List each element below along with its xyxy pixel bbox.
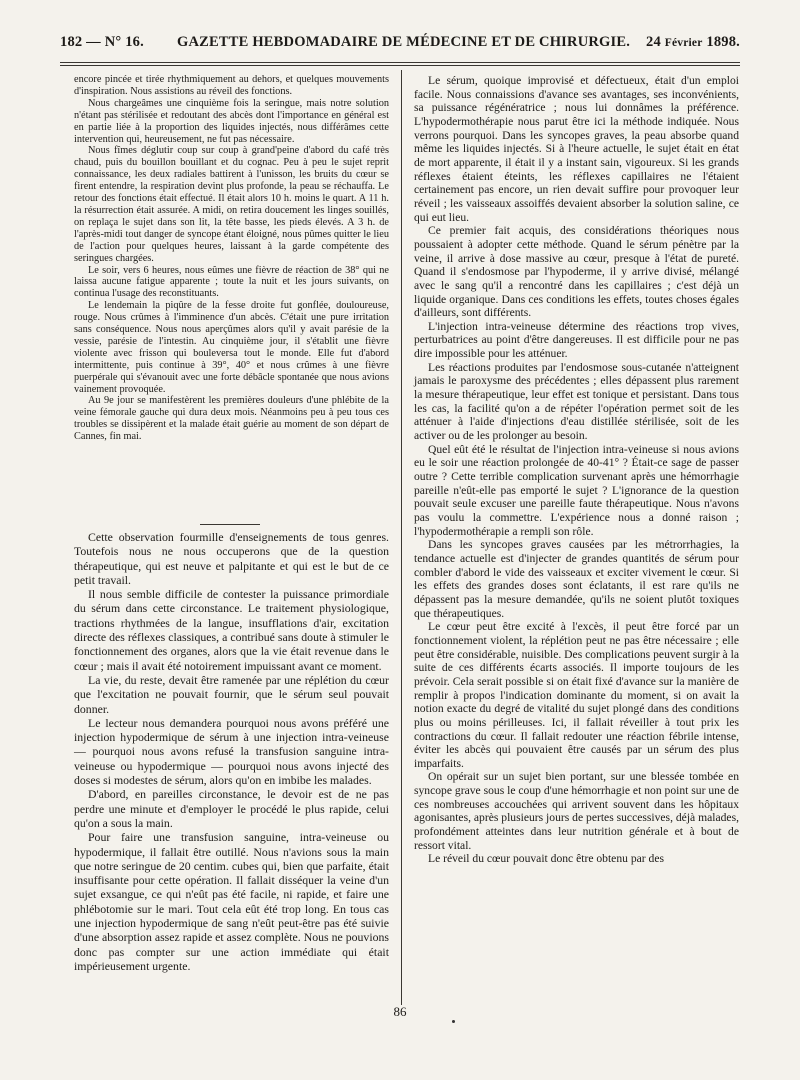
- issue-date-day: 24: [646, 34, 661, 50]
- paragraph: Le cœur peut être excité à l'excès, il peut être forcé par un fonctionnement violent, la réplétion peut ne pas être nécessaire ; elle peut être considérable, nuisible. Des complications peuvent surgir à la suite de ces différents écarts associés. Il importe toujours de les prévoir. Cela serait possible si on était fixé d'avance sur la manière de remplir à propos l'indication dominante du moment, si on avait la notion exacte du degré de vitalité du sujet plongé dans des conditions plus ou moins périlleuses. Ici, il fallait réveiller à tout prix les contractions du cœur. Il fallait redouter une réaction fébrile intense, éviter les abcès qui pouvaient être causés par un sérum des plus imparfaits.: [414, 620, 739, 770]
- paragraph: Dans les syncopes graves causées par les métrorrhagies, la tendance actuelle est d'injecter de grandes quantités de sérum pour combler d'abord le vide des vaisseaux et exciter vivement le cœur. Si les effets des grandes doses sont éclatants, il est rare qu'ils ne dépassent pas la mesure demandée, qu'ils ne soient plutôt toxiques que thérapeutiques.: [414, 538, 739, 620]
- paragraph: Cette observation fourmille d'enseignements de tous genres. Toutefois nous ne nous occuperons que de la question thérapeutique, qui est neuve et palpitante et qui est le but de ce petit travail.: [74, 530, 389, 587]
- ink-dot: [452, 1020, 455, 1023]
- observation-case-text: [74, 74, 389, 443]
- paragraph: Nous chargeâmes une cinquième fois la seringue, mais notre solution n'étant pas stérilisée et redoutant des abcès dont l'importance en général est en partie liée à la proportion des liquides injectés, nous différâmes cette intervention qui, heureusement, ne fut pas nécessaire.: [74, 97, 389, 145]
- paragraph: Ce premier fait acquis, des considérations théoriques nous poussaient à adopter cette méthode. Quand le sérum pénètre par la veine, il arrive à dose massive au cœur, presque à l'état de pureté. Quand il s'endosmose par l'hypoderme, il y arrive divisé, mélangé avec le sang qu'il a rencontré dans les capillaires ; c'est déjà un liquide organique. Dans ces conditions les effets, toutes choses égales d'ailleurs, sont différents.: [414, 224, 739, 320]
- running-header: [60, 34, 740, 58]
- issue-number: 182 — N° 16.: [60, 34, 144, 50]
- paragraph: On opérait sur un sujet bien portant, sur une blessée tombée en syncope grave sous le coup d'une hémorrhagie et non point sur une de ces nombreuses accouchées qui arrivent souvent dans les hôpitaux agonisantes, après plusieurs jours de pertes successives, déjà malades, profondément atteintes dans leur nutrition générale et à bout de ressort vital.: [414, 770, 739, 852]
- column-separator: [401, 70, 402, 1005]
- section-divider: [200, 524, 260, 525]
- discussion-text-left: [74, 530, 389, 973]
- paragraph: Le sérum, quoique improvisé et défectueux, était d'un emploi facile. Nous connaissions d'avance ses avantages, ses inconvénients, sa puissance régénératrice ; nous lui donnâmes la préférence. L'hypodermothérapie nous parut être ici la méthode indiquée. Nous verrons pourquoi. Dans les syncopes graves, la peau absorbe quand même les liquides injectés. Si à l'heure actuelle, le sujet était en état de mort apparente, il était il y a instant sain, vigoureux. Si les grands réflexes étaient éteints, les réflexes capillaires ne l'étaient certainement pas encore, un rien devait suffire pour provoquer leur réveil ; les vaisseaux assoiffés devaient absorber la solution saline, ce qui eut lieu.: [414, 74, 739, 224]
- paragraph: Le soir, vers 6 heures, nous eûmes une fièvre de réaction de 38° qui ne laissa aucune fatigue apparente ; toute la nuit et les jours suivants, on continua l'usage des reconstituants.: [74, 264, 389, 300]
- header-rule-top: [60, 62, 740, 63]
- paragraph: Quel eût été le résultat de l'injection intra-veineuse si nous avions eu le soir une réaction prolongée de 40-41° ? Était-ce sage de passer outre ? Cette terrible complication survenant après une hémorrhagie pareille n'eût-elle pas emporté le sujet ? L'ignorance de la question pouvait seule excuser une pareille faute thérapeutique. Nous n'avons pas voulu la commettre. L'expérience nous a donné raison ; l'hypodermothérapie a rempli son rôle.: [414, 442, 739, 538]
- paragraph: Le lendemain la piqûre de la fesse droite fut gonflée, douloureuse, rouge. Nous crûmes à l'imminence d'un abcès. C'était une pure irritation sans conséquence. Nous nous aperçûmes alors qu'il y avait parésie de la vessie, parésie de l'intestin. Au cinquième jour, il s'établit une fièvre violente avec frisson qui bouleversa tout le monde. Elle fut d'abord intermittente, puis continue à 39°, 40° et nous crûmes à une fièvre puerpérale qui s'évanouit avec une forte débâcle spontanée que nous avions vainement provoquée.: [74, 300, 389, 395]
- paragraph: Nous fîmes déglutir coup sur coup à grand'peine d'abord du café très chaud, puis du bouillon bouillant et du cognac. Peu à peu le sujet reprit connaissance, les deux radiales battirent à l'unisson, les bruits du cœur se firent entendre, la respiration devint plus profonde, la peau se réchauffa. Le retour des fonctions était effectué. Il était alors 10 h. moins le quart. A 11 h. la résurrection était assurée. A midi, on retira doucement les linges souillés, on replaça le sujet dans son lit, la tête basse, les pieds élevés. A 3 h. de l'après-midi tout danger de syncope étant éloigné, nous pûmes quitter le lieu de l'action pour quelques heures, laissant à la garde compétente des seringues chargées.: [74, 145, 389, 264]
- paragraph: Il nous semble difficile de contester la puissance primordiale du sérum dans cette circonstance. Le traitement physiologique, tractions rhythmées de la langue, insufflations d'air, excitation directe des réflexes classiques, a contribué sans doute à stimuler le fonctionnement des organes, alors que la vie était revenue dans le cœur ; mais il avait été notoirement impuissant avant ce moment.: [74, 587, 389, 673]
- paragraph: Le lecteur nous demandera pourquoi nous avons préféré une injection hypodermique de sérum à une injection intra-veineuse — pourquoi nous avons refusé la transfusion sanguine intra-veineuse ou hypodermique — pourquoi nous avons injecté des doses si modestes de sérum, alors qu'on en imbibe les malades.: [74, 715, 389, 788]
- issue-date-year: 1898.: [706, 34, 740, 50]
- paragraph: Au 9e jour se manifestèrent les premières douleurs d'une phlébite de la veine fémorale gauche qui dura deux mois. Néanmoins peu à peu tous ces troubles se dissipèrent et la malade était guérie au moment de son départ de Cannes, fin mai.: [74, 395, 389, 443]
- header-rule-bottom: [60, 65, 740, 66]
- paragraph: Le réveil du cœur pouvait donc être obtenu par des: [428, 852, 664, 866]
- paragraph: encore pincée et tirée rhythmiquement au dehors, et quelques mouvements d'inspiration. Nous assistions au réveil des fonctions.: [74, 74, 389, 97]
- discussion-text-right: [414, 74, 739, 866]
- paragraph: Pour faire une transfusion sanguine, intra-veineuse ou hypodermique, il fallait être outillé. Nous n'avions sous la main que notre seringue de 20 centim. cubes qui, bien que parfaite, était insuffisante pour cette opération. Il fallait disséquer la veine d'un sujet exsangue, ce qui n'eût pas été facile, ni rapide, et faire une phlébotomie sur le mari. Tout cela eût été trop long. En tous cas une injection hypodermique de sang n'eût peut-être pas été suivie d'une absorption assez rapide et assez complète. Nous ne pouvions donc pas compter sur une action immédiate qui était impérieusement urgente.: [74, 830, 389, 973]
- page-number: 86: [393, 1004, 407, 1019]
- journal-title: GAZETTE HEBDOMADAIRE DE MÉDECINE ET DE CHIRURGIE.: [177, 34, 631, 50]
- issue-date-month: Février: [664, 37, 703, 49]
- paragraph: D'abord, en pareilles circonstance, le devoir est de ne pas perdre une minute et d'employer le procédé le plus rapide, celui qu'on a sous la main.: [74, 787, 389, 830]
- paragraph: L'injection intra-veineuse détermine des réactions trop vives, perturbatrices au point d'être dangereuses. Il est difficile pour ne pas dire impossible pour les atténuer.: [414, 319, 739, 361]
- paragraph: Les réactions produites par l'endosmose sous-cutanée n'atteignent jamais le paroxysme des précédentes ; elles dépassent plus rarement la mesure thérapeutique, leur effet est tonique et persistant. Dans tous les cas, la facilité qu'on a de répéter l'opération permet soit de les atténuer à l'aide d'injections d'eau distillée stérilisée, soit de les activer ou de les prolonger au besoin.: [414, 360, 739, 443]
- paragraph: La vie, du reste, devait être ramenée par une réplétion du cœur que l'excitation ne pouvait fournir, que le sérum seul pouvait donner.: [74, 672, 389, 716]
- issue-date: [646, 34, 740, 51]
